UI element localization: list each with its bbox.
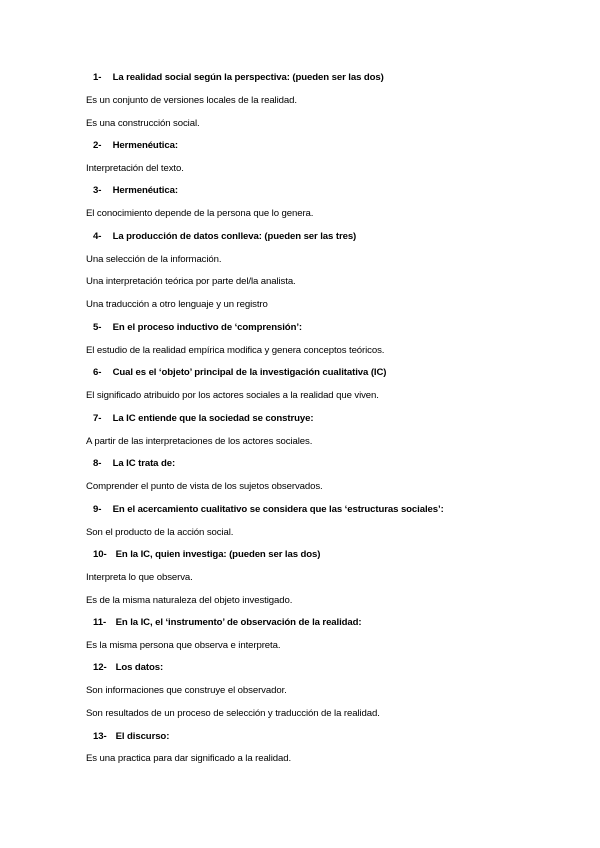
question-number: 9-: [93, 504, 102, 515]
question-6: [93, 367, 386, 379]
question-text: En el acercamiento cualitativo se considera que las ‘estructuras sociales’:: [112, 504, 444, 515]
answer: Comprender el punto de vista de los sujetos observados.: [86, 481, 323, 492]
question-text: La realidad social según la perspectiva: (pueden ser las dos): [112, 72, 384, 83]
question-text: Hermenéutica:: [112, 185, 178, 196]
question-text: En el proceso inductivo de ‘comprensión’:: [112, 322, 302, 333]
question-9: [93, 504, 444, 516]
answer: Interpreta lo que observa.: [86, 572, 193, 583]
answer: Es una construcción social.: [86, 118, 200, 129]
question-text: Cual es el ‘objeto’ principal de la investigación cualitativa (IC): [112, 367, 387, 378]
question-number: 10-: [93, 549, 107, 560]
question-number: 2-: [93, 140, 102, 151]
answer: Son informaciones que construye el observador.: [86, 685, 287, 696]
question-number: 11-: [93, 617, 107, 628]
question-text: Los datos:: [115, 662, 164, 673]
question-7: [93, 413, 313, 425]
question-number: 4-: [93, 231, 102, 242]
answer: Son el producto de la acción social.: [86, 527, 234, 538]
question-8: [93, 458, 175, 470]
question-1: [93, 72, 384, 84]
question-text: La producción de datos conlleva: (pueden ser las tres): [112, 231, 357, 242]
question-11: [93, 617, 362, 629]
question-number: 6-: [93, 367, 102, 378]
question-13: [93, 731, 169, 743]
answer: Es de la misma naturaleza del objeto investigado.: [86, 595, 293, 606]
question-12: [93, 662, 163, 674]
answer: Es una practica para dar significado a la realidad.: [86, 753, 292, 764]
question-text: El discurso:: [115, 731, 170, 742]
answer: Una selección de la información.: [86, 254, 222, 265]
answer: Es un conjunto de versiones locales de la realidad.: [86, 95, 297, 106]
answer: Es la misma persona que observa e interpreta.: [86, 640, 281, 651]
question-5: [93, 322, 302, 334]
answer: Interpretación del texto.: [86, 163, 184, 174]
answer: El estudio de la realidad empírica modifica y genera conceptos teóricos.: [86, 345, 385, 356]
answer: Una traducción a otro lenguaje y un registro: [86, 299, 268, 310]
question-4: [93, 231, 356, 243]
question-number: 8-: [93, 458, 102, 469]
question-text: Hermenéutica:: [112, 140, 178, 151]
question-number: 13-: [93, 731, 107, 742]
question-text: En la IC, el ‘instrumento’ de observación de la realidad:: [115, 617, 362, 628]
question-3: [93, 185, 178, 197]
question-number: 7-: [93, 413, 102, 424]
question-number: 5-: [93, 322, 102, 333]
answer: A partir de las interpretaciones de los actores sociales.: [86, 436, 313, 447]
question-10: [93, 549, 320, 561]
question-number: 3-: [93, 185, 102, 196]
question-text: La IC entiende que la sociedad se construye:: [112, 413, 314, 424]
question-number: 1-: [93, 72, 102, 83]
question-text: La IC trata de:: [112, 458, 176, 469]
question-text: En la IC, quien investiga: (pueden ser las dos): [115, 549, 321, 560]
answer: Son resultados de un proceso de selección y traducción de la realidad.: [86, 708, 380, 719]
answer: Una interpretación teórica por parte del/la analista.: [86, 276, 296, 287]
answer: El significado atribuido por los actores sociales a la realidad que viven.: [86, 390, 379, 401]
question-number: 12-: [93, 662, 107, 673]
question-2: [93, 140, 178, 152]
answer: El conocimiento depende de la persona que lo genera.: [86, 208, 314, 219]
